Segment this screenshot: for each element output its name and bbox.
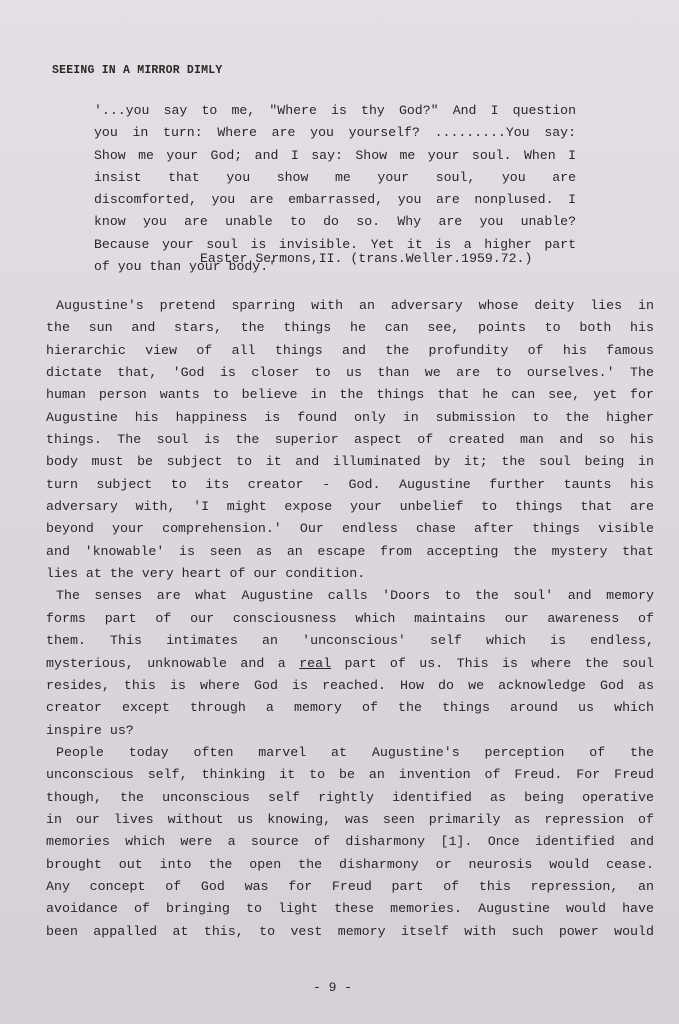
paragraph-2-line: The senses are what Augustine calls 'Doors to the soul' and memory xyxy=(56,588,654,604)
paragraph-1-line: human person wants to believe in the things that he can see, yet for xyxy=(46,387,654,403)
paragraph-2-line: creator except through a memory of the things around us which xyxy=(46,700,654,716)
paragraph-1-line: hierarchic view of all things and the profundity of his famous xyxy=(46,342,654,358)
quote-line: '...you say to me, "Where is thy God?" And I question xyxy=(94,103,576,118)
paragraph-2-text: mysterious, unknowable and a xyxy=(46,655,300,671)
paragraph-2-line xyxy=(46,653,654,675)
paragraph-3-line: People today often marvel at Augustine's perception of the xyxy=(56,744,654,760)
paragraph-1-line: Augustine his happiness is found only in submission to the higher xyxy=(46,409,654,425)
paragraph-2-line: resides, this is where God is reached. How do we acknowledge God as xyxy=(46,677,654,693)
paragraph-3-line: memories which were a source of disharmony [1]. Once identified and xyxy=(46,834,654,850)
paragraph-2-line: forms part of our consciousness which maintains our awareness of xyxy=(46,610,654,626)
quote-line: of you than your body.' xyxy=(94,259,277,275)
paragraph-3-line: though, the unconscious self rightly identified as being operative xyxy=(46,789,654,805)
quote-line: discomforted, you are embarrassed, you are nonplused. I xyxy=(94,192,576,208)
paragraph-1-line: things. The soul is the superior aspect of created man and so his xyxy=(46,432,654,448)
paragraph-1-line: lies at the very heart of our condition. xyxy=(46,566,366,582)
quote-line: Because your soul is invisible. Yet it is a higher part xyxy=(94,236,576,252)
paragraph-1-line: Augustine's pretend sparring with an adversary whose deity lies in xyxy=(56,298,654,313)
quote-line: know you are unable to do so. Why are you unable? xyxy=(94,214,576,230)
paragraph-2-text: part of us. This is where the soul xyxy=(331,655,654,671)
paragraph-3-line: unconscious self, thinking it to be an invention of Freud. For Freud xyxy=(46,767,654,783)
paragraph-1-line: dictate that, 'God is closer to us than we are to ourselves.' The xyxy=(46,365,654,381)
paragraph-1-line: body must be subject to it and illuminated by it; the soul being in xyxy=(46,454,654,470)
body-text xyxy=(46,295,654,943)
quote-line: Show me your God; and I say: Show me your soul. When I xyxy=(94,147,576,163)
section-heading: SEEING IN A MIRROR DIMLY xyxy=(52,64,223,77)
paragraph-3-line: in our lives without us knowing, was seen primarily as repression of xyxy=(46,811,654,827)
paragraph-1-line: the sun and stars, the things he can see, points to both his xyxy=(46,320,654,336)
paragraph-1-line: beyond your comprehension.' Our endless chase after things visible xyxy=(46,521,654,537)
paragraph-3-line: brought out into the open the disharmony or neurosis would cease. xyxy=(46,856,654,872)
quote-line: you in turn: Where are you yourself? .........You say: xyxy=(94,125,576,141)
paragraph-2-line: inspire us? xyxy=(46,722,134,738)
paragraph-3-line: been appalled at this, to vest memory itself with such power would xyxy=(46,923,654,939)
paragraph-1-line: turn subject to its creator - God. Augustine further taunts his xyxy=(46,476,654,492)
paragraph-3-line: avoidance of bringing to light these memories. Augustine would have xyxy=(46,901,654,917)
paragraph-1-line: adversary with, 'I might expose your unbelief to things that are xyxy=(46,499,654,515)
page-number: - 9 - xyxy=(313,980,353,995)
paragraph-1-line: and 'knowable' is seen as an escape from accepting the mystery that xyxy=(46,543,654,559)
quote-citation: Easter Sermons,II. (trans.Weller.1959.72.) xyxy=(200,251,533,266)
paragraph-2-line: them. This intimates an 'unconscious' self which is endless, xyxy=(46,633,654,649)
underlined-word: real xyxy=(299,655,332,671)
paragraph-3-line: Any concept of God was for Freud part of this repression, an xyxy=(46,878,654,894)
quote-line: insist that you show me your soul, you are xyxy=(94,169,576,185)
